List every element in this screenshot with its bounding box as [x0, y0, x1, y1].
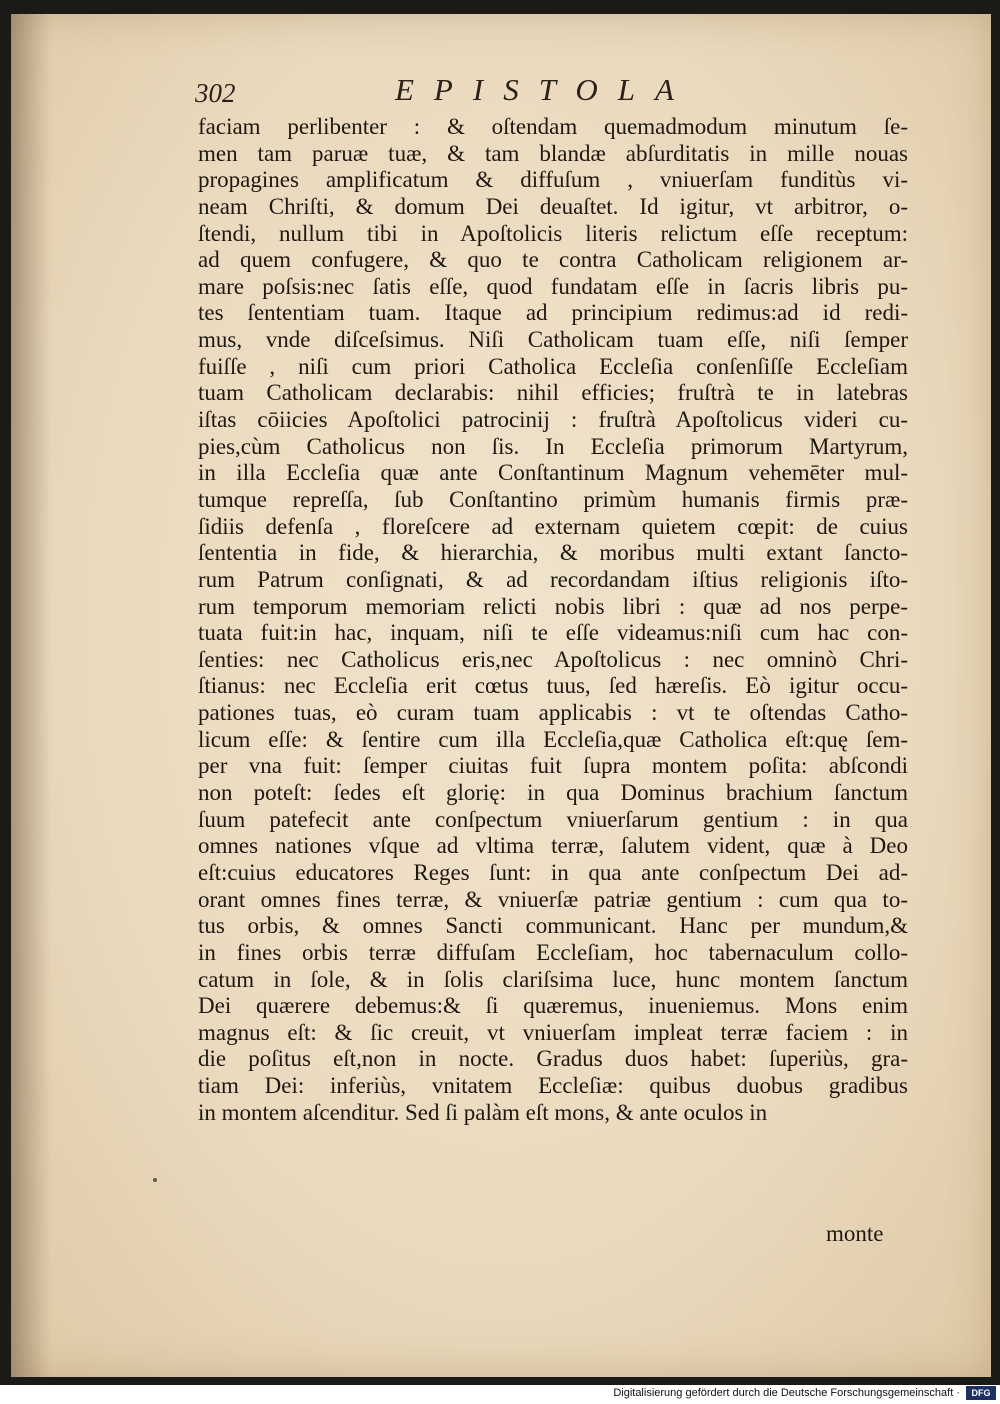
text-line: mus, vnde diſceſsimus. Niſi Catholicam tuam eſſe, niſi ſemper: [198, 327, 908, 353]
text-line: in montem aſcenditur. Sed ſi palàm eſt mons, & ante oculos in: [198, 1099, 768, 1125]
text-line: rum Patrum conſignati, & ad recordandam iſtius religionis iſto-: [198, 566, 908, 592]
text-line: rum temporum memoriam relicti nobis libri : quæ ad nos perpe-: [198, 593, 908, 619]
text-line: faciam perlibenter : & oſtendam quemadmodum minutum ſe-: [198, 114, 908, 139]
text-line: tumque repreſſa, ſub Conſtantino primùm humanis firmis præ-: [198, 486, 908, 512]
text-line: ſenties: nec Catholicus eris,nec Apoſtolicus : nec omninò Chri-: [198, 646, 908, 672]
text-line: mare poſsis:nec ſatis eſſe, quod fundatam eſſe in ſacris libris pu-: [198, 273, 908, 299]
dfg-logo-icon: DFG: [966, 1386, 996, 1400]
text-line: die poſitus eſt,non in nocte. Gradus duos habet: ſuperiùs, gra-: [198, 1046, 908, 1072]
text-line: non poteſt: ſedes eſt glorię: in qua Dominus brachium ſanctum: [198, 780, 908, 806]
text-line: pies,cùm Catholicus non ſis. In Eccleſia primorum Martyrum,: [198, 433, 908, 459]
text-line: in fines orbis terræ diffuſam Eccleſiam, hoc tabernaculum collo-: [198, 939, 908, 965]
page-header: [185, 72, 905, 112]
footer-bar: [0, 1385, 1000, 1404]
text-line: tuam Catholicam declarabis: nihil efficies; fruſtrà te in latebras: [198, 380, 908, 406]
text-line: tus orbis, & omnes Sancti communicant. Hanc per mundum,&: [198, 913, 908, 939]
text-line: per vna fuit: ſemper ciuitas fuit ſupra montem poſita: abſcondi: [198, 753, 908, 779]
text-line: tiam Dei: inferiùs, vnitatem Eccleſiæ: quibus duobus gradibus: [198, 1073, 908, 1099]
text-line: iſtas cōiicies Apoſtolici patrocinij : fruſtrà Apoſtolicus videri cu-: [198, 407, 908, 433]
digitization-credit: Digitalisierung gefördert durch die Deutsche Forschungsgemeinschaft ·: [613, 1387, 960, 1399]
page-number: 302: [195, 78, 236, 108]
text-line: tuata fuit:in hac, inquam, niſi te eſſe videamus:niſi cum hac con-: [198, 620, 908, 646]
text-line: ad quem confugere, & quo te contra Catholicam religionem ar-: [198, 247, 908, 273]
text-line: orant omnes fines terræ, & vniuerſæ patriæ gentium : cum qua to-: [198, 886, 908, 912]
text-line: pationes tuas, eò curam tuam applicabis : vt te oſtendas Catho-: [198, 700, 908, 726]
catchword: monte: [826, 1221, 884, 1246]
text-line: tes ſententiam tuam. Itaque ad principium redimus:ad id redi-: [198, 300, 908, 326]
text-line: catum in ſole, & in ſolis clariſsima luce, hunc montem ſanctum: [198, 966, 908, 992]
text-line: eſt:cuius educatores Reges ſunt: in qua ante conſpectum Dei ad-: [198, 859, 908, 885]
text-line: ſtianus: nec Eccleſia erit cœtus tuus, ſed hæreſis. Eò igitur occu-: [198, 673, 908, 699]
running-head: EPISTOLA: [395, 72, 694, 107]
text-line: ſtendi, nullum tibi in Apoſtolicis literis relictum eſſe receptum:: [198, 220, 908, 246]
text-line: neam Chriſti, & domum Dei deuaſtet. Id igitur, vt arbitror, o-: [198, 193, 908, 219]
text-line: licum eſſe: & ſentire cum illa Eccleſia,quæ Catholica eſt:quę ſem-: [198, 726, 908, 752]
text-line: ſidiis defenſa , floreſcere ad externam quietem cœpit: de cuius: [198, 513, 908, 539]
text-line: propagines amplificatum & diffuſum , vniuerſam funditùs vi-: [198, 167, 908, 193]
margin-mark: [153, 1178, 157, 1182]
page-gutter-shadow: [11, 14, 51, 1377]
text-line: fuiſſe , niſi cum priori Catholica Eccleſia conſenſiſſe Eccleſiam: [198, 353, 908, 379]
text-line: omnes nationes vſque ad vltima terræ, ſalutem vident, quæ à Deo: [198, 833, 908, 859]
text-line: ſuum patefecit ante conſpectum vniuerſarum gentium : in qua: [198, 806, 908, 832]
body-text: [198, 114, 908, 1126]
text-line: magnus eſt: & ſic creuit, vt vniuerſam impleat terræ faciem : in: [198, 1019, 908, 1045]
text-line: Dei quærere debemus:& ſi quæremus, inueniemus. Mons enim: [198, 993, 908, 1019]
text-line: in illa Eccleſia quæ ante Conſtantinum Magnum vehemēter mul-: [198, 460, 908, 486]
text-line: ſententia in fide, & hierarchia, & moribus multi extant ſancto-: [198, 540, 908, 566]
text-line: men tam paruæ tuæ, & tam blandæ abſurditatis in mille nouas: [198, 140, 908, 166]
